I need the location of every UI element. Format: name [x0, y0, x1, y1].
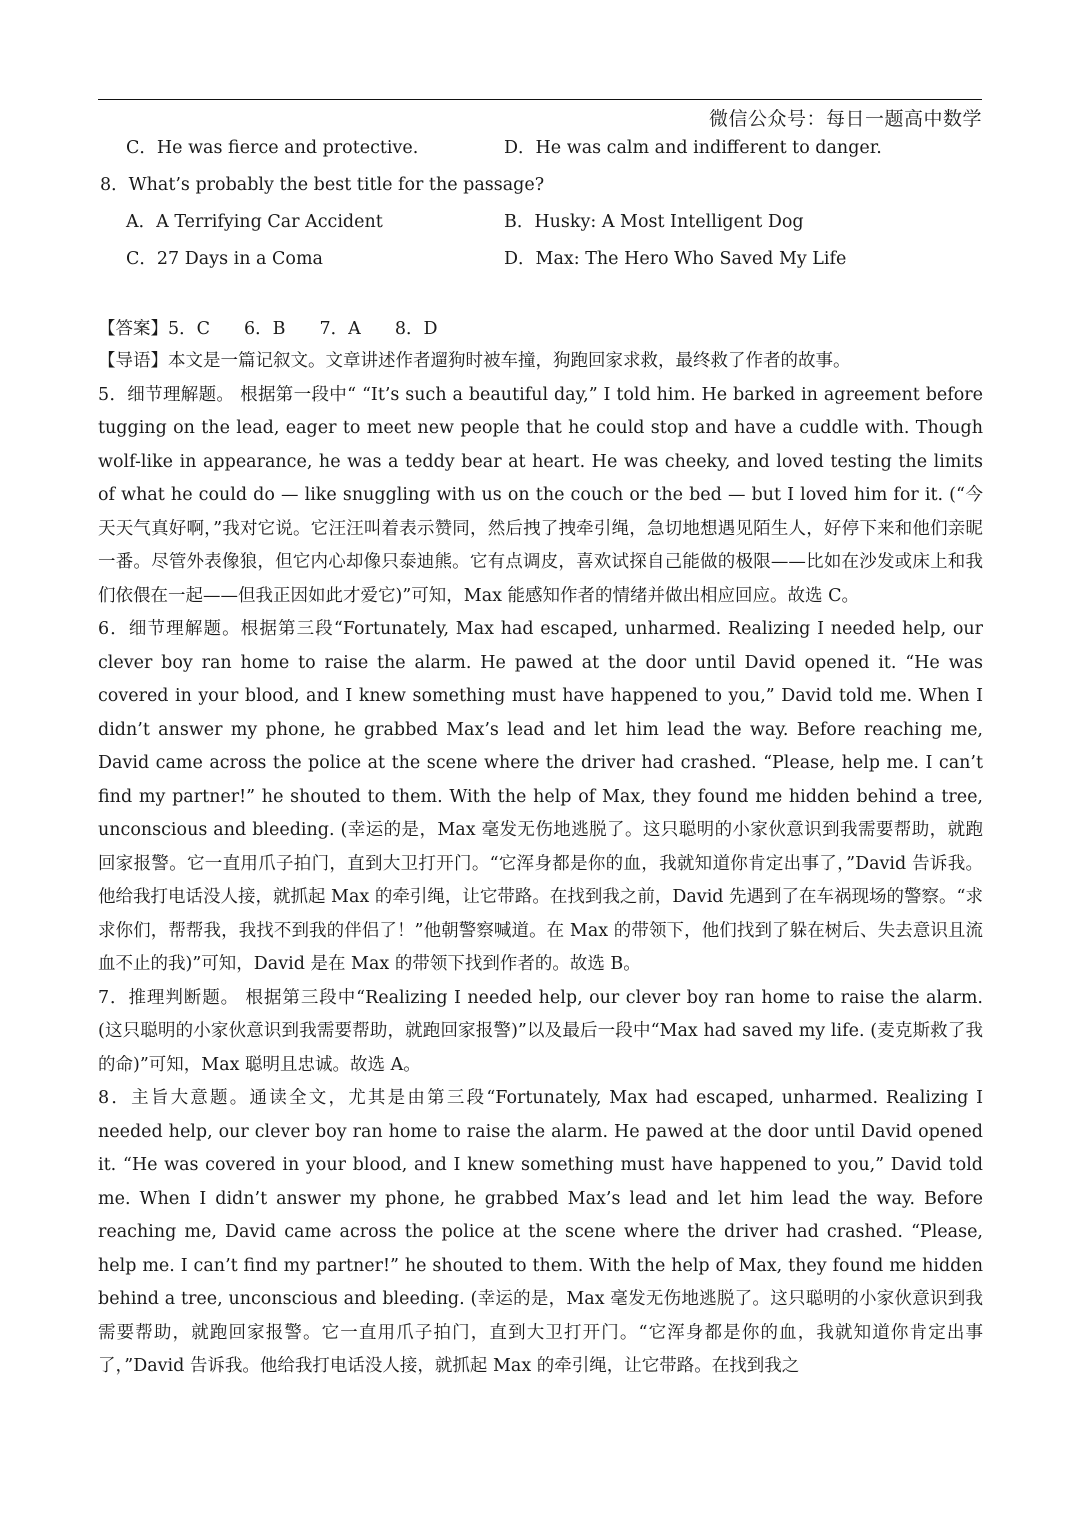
q8-stem: 8．What’s probably the best title for the passage?: [100, 175, 545, 195]
explanation-7: 7．推理判断题。 根据第三段中“Realizing I needed help, our clever boy ran home to raise the alarm. (这只聪明的小家伙意识到我需要帮助，就跑回家报警)”以及最后一段中“Max had saved my life. (麦克斯救了我的命)”可知，Max 聪明且忠诚。故选 A。: [98, 987, 983, 1075]
q7-option-d: D．He was calm and indifferent to danger.: [504, 138, 882, 158]
q8-options-row-1: [98, 202, 983, 239]
q8-options-row-2: [98, 239, 983, 276]
answer-item: 6．B: [244, 318, 286, 339]
header-rule: [98, 99, 982, 100]
answer-item: 5．C: [168, 318, 211, 339]
answer-key: [98, 309, 983, 345]
q8-option-c: C．27 Days in a Coma: [126, 249, 323, 269]
header-watermark: 微信公众号：每日一题高中数学: [708, 108, 982, 130]
q8-option-d: D．Max: The Hero Who Saved My Life: [504, 249, 847, 269]
q7-options-row: [98, 128, 983, 165]
answer-item: 7．A: [319, 318, 361, 339]
guide-paragraph: 【导语】本文是一篇记叙文。文章讲述作者遛狗时被车撞，狗跑回家求救，最终救了作者的故事。: [98, 351, 851, 371]
answer-item: 8．D: [394, 318, 438, 339]
explanation-5: 5．细节理解题。 根据第一段中“ “It’s such a beautiful day,” I told him. He barked in agreement before tugging on the lead, eager to meet new people that he could stop and have a cuddle with. Though wolf-like in appearance, he was a teddy bear at heart. He was cheeky, and loved testing the limits of what he could do — like snuggling with us on the couch or the bed — but I loved him for it. (“今天天气真好啊，”我对它说。它汪汪叫着表示赞同，然后拽了拽牵引绳，急切地想遇见陌生人，好停下来和他们亲昵一番。尽管外表像狼，但它内心却像只泰迪熊。它有点调皮，喜欢试探自己能做的极限——比如在沙发或床上和我们依偎在一起——但我正因如此才爱它)”可知，Max 能感知作者的情绪并做出相应回应。故选 C。: [98, 384, 983, 606]
explanation-8: 8．主旨大意题。通读全文，尤其是由第三段“Fortunately, Max had escaped, unharmed. Realizing I needed help, our clever boy ran home to raise the alarm. He pawed at the door until David opened it. “He was covered in your blood, and I knew something must have happened to you,” David told me. When I didn’t answer my phone, he grabbed Max’s lead and let him lead the way. Before reaching me, David came across the police at the scene where the driver had crashed. “Please, help me. I can’t find my partner!” he shouted to them. With the help of Max, they found me hidden behind a tree, unconscious and bleeding. (幸运的是，Max 毫发无伤地逃脱了。这只聪明的小家伙意识到我需要帮助，就跑回家报警。它一直用爪子拍门，直到大卫打开门。“它浑身都是你的血，我就知道你肯定出事了，”David 告诉我。他给我打电话没人接，就抓起 Max 的牵引绳，让它带路。在找到我之: [98, 1088, 983, 1376]
q8-option-a: A．A Terrifying Car Accident: [126, 212, 383, 232]
answer-label: 【答案】: [98, 318, 168, 339]
explanation-6: 6．细节理解题。根据第三段“Fortunately, Max had escaped, unharmed. Realizing I needed help, our clever boy ran home to raise the alarm. He pawed at the door until David opened it. “He was covered in your blood, and I knew something must have happened to you,” David told me. When I didn’t answer my phone, he grabbed Max’s lead and let him lead the way. Before reaching me, David came across the police at the scene where the driver had crashed. “Please, help me. I can’t find my partner!” he shouted to them. With the help of Max, they found me hidden behind a tree, unconscious and bleeding. (幸运的是，Max 毫发无伤地逃脱了。这只聪明的小家伙意识到我需要帮助，就跑回家报警。它一直用爪子拍门，直到大卫打开门。“它浑身都是你的血，我就知道你肯定出事了，”David 告诉我。他给我打电话没人接，就抓起 Max 的牵引绳，让它带路。在找到我之前，David 先遇到了在车祸现场的警察。“求求你们，帮帮我，我找不到我的伴侣了！”他朝警察喊道。在 Max 的带领下，他们找到了躲在树后、失去意识且流血不止的我)”可知，David 是在 Max 的带领下找到作者的。故选 B。: [98, 619, 984, 974]
q8-option-b: B．Husky: A Most Intelligent Dog: [504, 212, 804, 232]
document-body: [98, 128, 983, 1384]
q7-option-c: C．He was fierce and protective.: [126, 138, 419, 158]
